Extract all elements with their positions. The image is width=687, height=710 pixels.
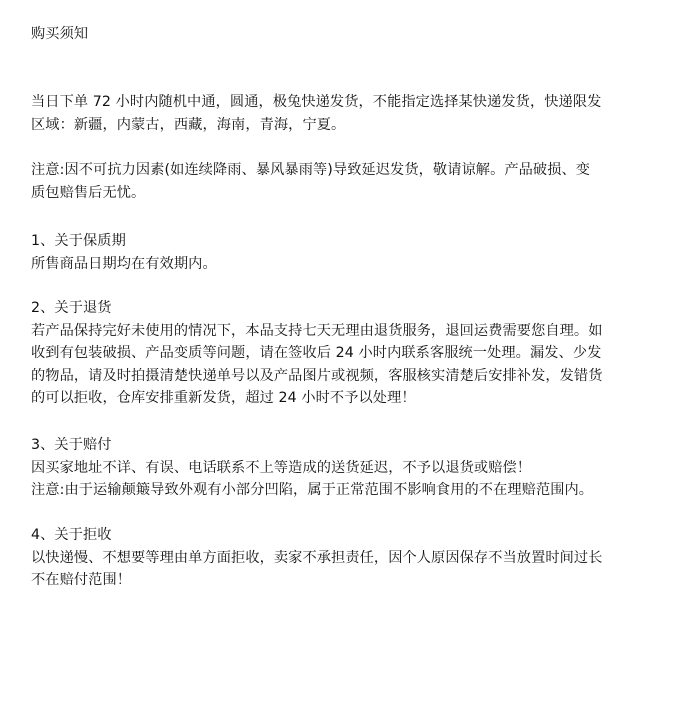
- section-shelf-life: [31, 230, 665, 275]
- section-line: 的可以拒收，仓库安排重新发货，超过 24 小时不予以处理！: [31, 390, 416, 406]
- section-returns: [31, 297, 665, 410]
- section-line: 因买家地址不详、有误、电话联系不上等造成的送货延迟，不予以退货或赔偿！: [31, 459, 532, 476]
- section-heading: 4、关于拒收: [31, 527, 112, 543]
- section-line: 的物品，请及时拍摄清楚快递单号以及产品图片或视频，客服核实清楚后安排补发，发错货: [31, 367, 603, 384]
- section-heading: 3、关于赔付: [31, 437, 112, 453]
- section-compensation: [31, 434, 665, 502]
- section-heading: 2、关于退货: [31, 300, 112, 316]
- intro-paragraph: [31, 91, 665, 136]
- section-line: 以快递慢、不想要等理由单方面拒收，卖家不承担责任，因个人原因保存不当放置时间过长: [31, 549, 603, 566]
- page-title: 购买须知: [31, 26, 89, 42]
- notice-line: 质包赔售后无忧。: [31, 184, 146, 201]
- intro-line: 当日下单 72 小时内随机中通，圆通，极兔快递发货，不能指定选择某快递发货，快递限发: [31, 94, 602, 110]
- section-line: 注意:由于运输颠簸导致外观有小部分凹陷，属于正常范围不影响食用的不在理赔范围内。: [31, 482, 594, 498]
- notice-paragraph: [31, 159, 665, 204]
- section-line: 所售商品日期均在有效期内。: [31, 255, 217, 272]
- intro-line: 区域：新疆，内蒙古，西藏，海南，青海，宁夏。: [31, 116, 346, 133]
- section-heading: 1、关于保质期: [31, 233, 126, 249]
- section-line: 若产品保持完好未使用的情况下，本品支持七天无理由退货服务，退回运费需要您自理。如: [31, 322, 603, 339]
- notice-line: 注意:因不可抗力因素(如连续降雨、暴风暴雨等)导致延迟发货，敬请谅解。产品破损、变: [31, 162, 591, 178]
- section-refusal: [31, 524, 665, 592]
- section-line: 收到有包装破损、产品变质等问题，请在签收后 24 小时内联系客服统一处理。漏发、少发: [31, 345, 602, 361]
- section-line: 不在赔付范围！: [31, 572, 132, 588]
